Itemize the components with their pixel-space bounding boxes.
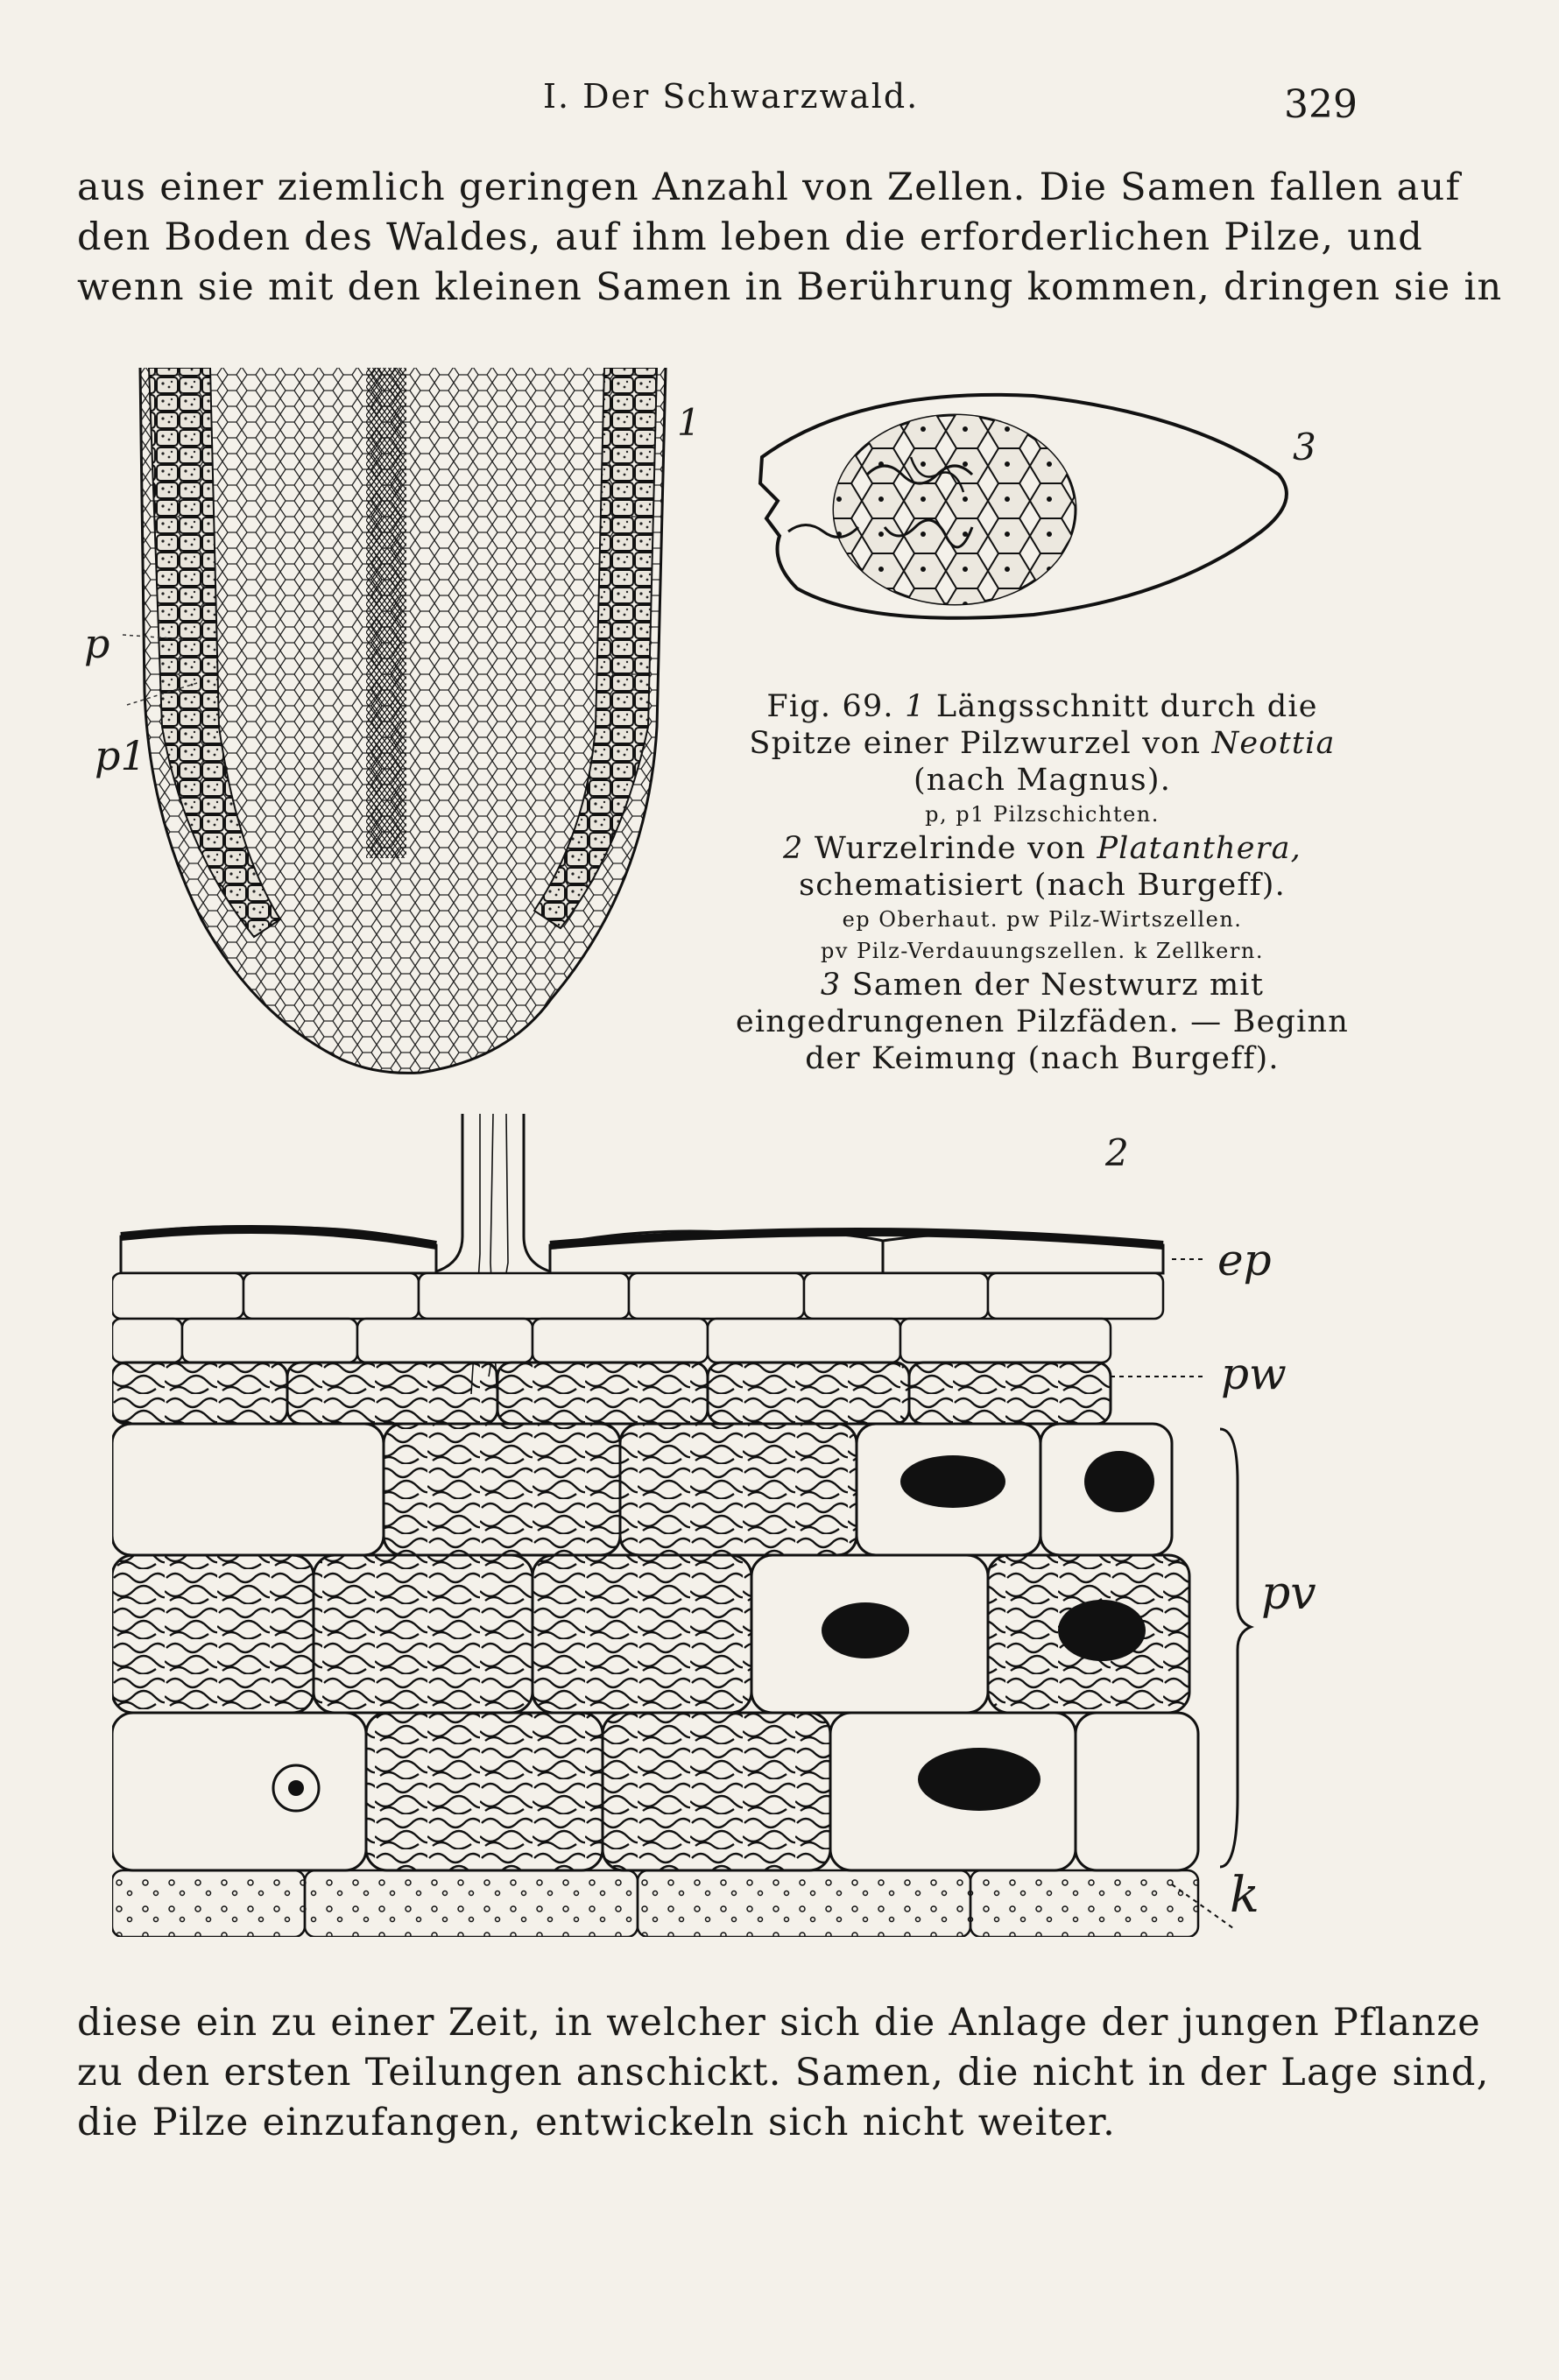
caption-item-2-tail: schematisiert (nach Burgeff). [799,868,1286,903]
caption-item-3 [736,967,1349,1077]
paragraph-top [77,163,1503,313]
figure-caption [736,688,1349,1077]
label-ep: ep [1217,1235,1272,1285]
caption-item-1-species: Neottia [1211,726,1336,761]
caption-item-2-text: Wurzelrinde von [814,831,1087,866]
caption-item-1-text: Längsschnitt durch die Spitze einer Pilzwurzel von [749,689,1318,761]
label-p: p [84,620,110,667]
caption-item-3-number: 3 [820,968,842,1003]
text-line: diese ein zu einer Zeit, in welcher sich die Anlage der jungen Pflanze [77,2001,1482,2045]
figure-1-root-tip-illustration [88,359,701,1086]
label-pw: pw [1221,1348,1287,1399]
page-number: 329 [1284,82,1358,127]
caption-item-1-legend: p, p1 Pilzschichten. [925,802,1160,827]
label-k: k [1230,1867,1259,1924]
caption-item-1-tail: (nach Magnus). [913,763,1172,798]
caption-item-2-number: 2 [783,831,804,866]
text-line: den Boden des Waldes, auf ihm leben die erforderlichen Pilze, und [77,215,1424,259]
caption-item-2-legend-line-1: ep Oberhaut. pw Pilz-Wirtszellen. [842,907,1243,932]
figure-3-seed-illustration [736,378,1331,667]
figure-2-root-cortex-illustration [112,1114,1338,1937]
paragraph-bottom [77,1998,1490,2148]
label-pv: pv [1261,1567,1316,1620]
figure-label-1: 1 [677,401,701,444]
figure-label-3: 3 [1293,426,1316,468]
text-line: aus einer ziemlich geringen Anzahl von Zellen. Die Samen fallen auf [77,165,1461,209]
caption-item-1 [736,688,1349,799]
caption-title: Fig. 69. [766,689,894,724]
caption-item-2-species: Platanthera, [1097,831,1302,866]
figure-label-2: 2 [1105,1131,1129,1174]
text-line: die Pilze einzufangen, entwickeln sich nicht weiter. [77,2101,1117,2144]
label-p1: p1 [95,732,146,779]
running-title: I. Der Schwarzwald. [543,77,920,116]
caption-item-2-legend-line-2: pv Pilz-Verdauungszellen. k Zellkern. [821,939,1264,963]
text-line: wenn sie mit den kleinen Samen in Berührung kommen, dringen sie in [77,265,1503,309]
text-line: zu den ersten Teilungen anschickt. Samen, die nicht in der Lage sind, [77,2051,1490,2095]
caption-item-3-text: Samen der Nestwurz mit eingedrungenen Pilzfäden. — Beginn der Keimung (nach Burgeff). [736,968,1349,1076]
caption-item-1-number: 1 [905,689,926,724]
caption-item-2 [736,830,1349,904]
